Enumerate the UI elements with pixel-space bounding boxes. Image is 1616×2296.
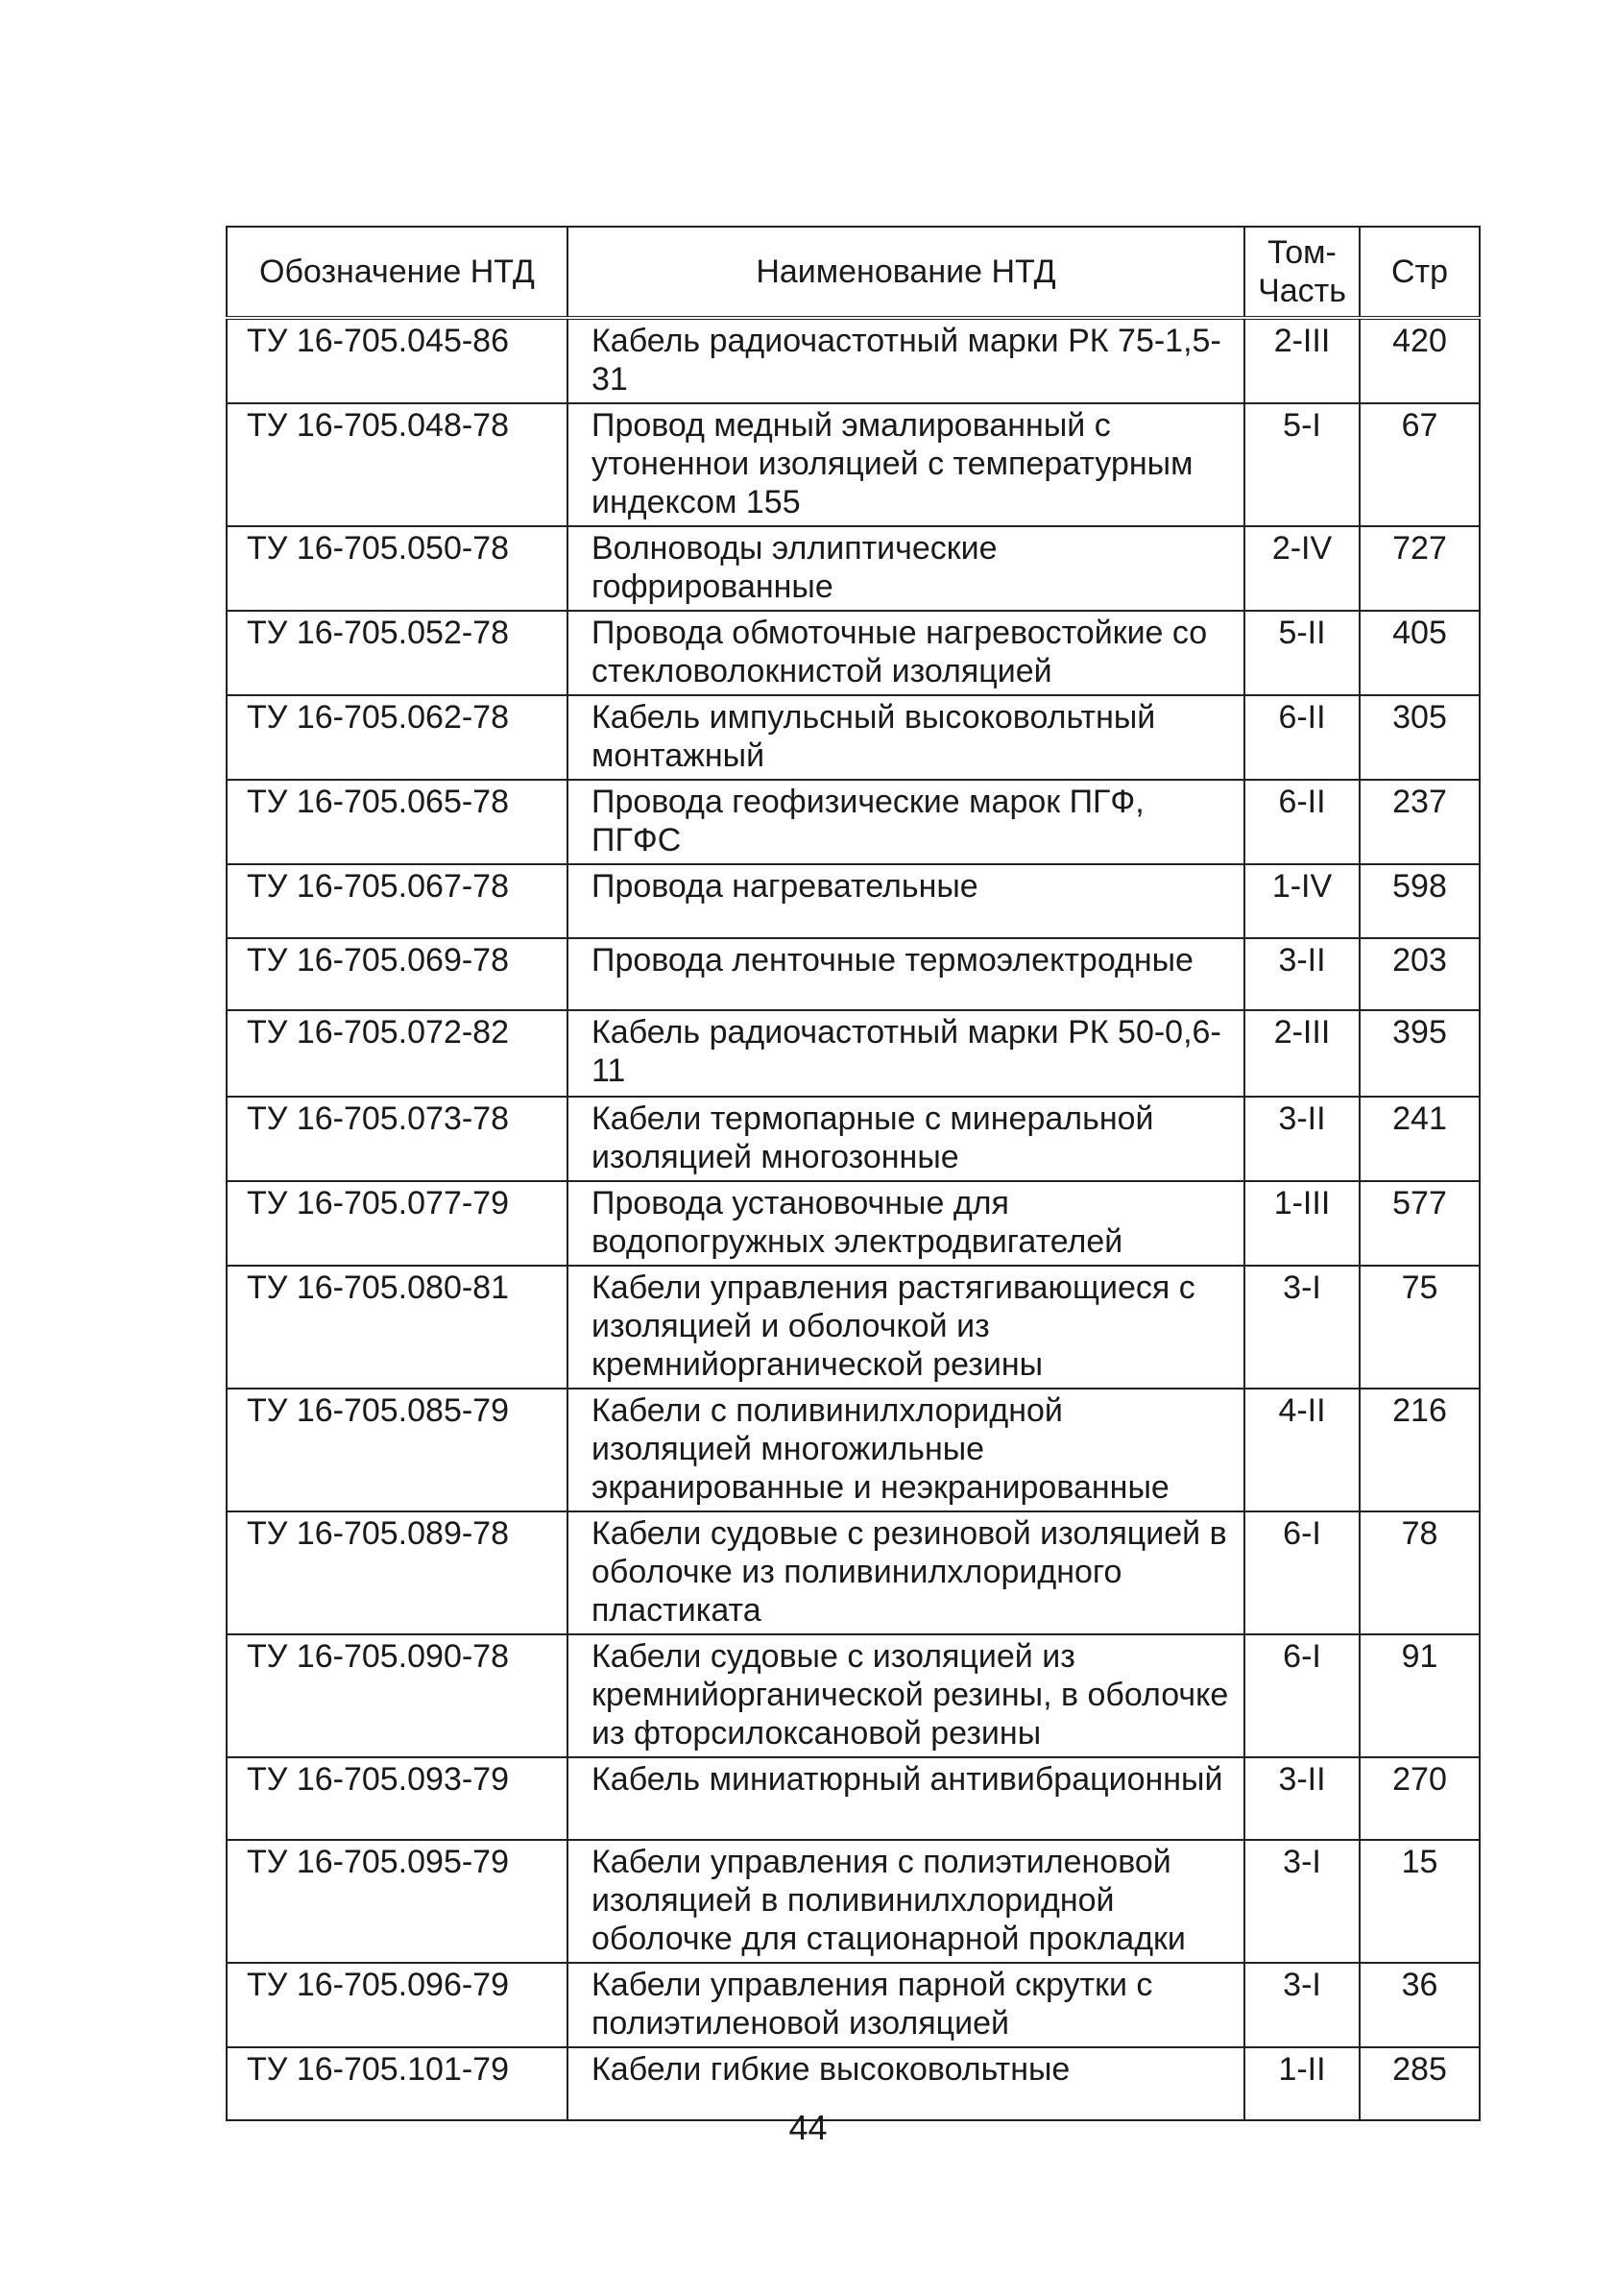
cell-code: ТУ 16-705.085-79 <box>227 1389 567 1511</box>
table-row <box>227 864 1480 938</box>
cell-page: 203 <box>1360 938 1480 1010</box>
cell-name: Кабели управления растягивающиеся с изоляцией и оболочкой из кремнийорганической резины <box>567 1266 1244 1389</box>
table-row <box>227 1181 1480 1266</box>
cell-page: 75 <box>1360 1266 1480 1389</box>
cell-name: Кабели управления с полиэтиленовой изоляцией в поливинилхлоридной оболочке для стационарной прокладки <box>567 1840 1244 1963</box>
cell-page: 241 <box>1360 1097 1480 1181</box>
cell-page: 15 <box>1360 1840 1480 1963</box>
table-row <box>227 780 1480 864</box>
cell-volume: 2-IV <box>1244 526 1360 611</box>
cell-name: Кабели гибкие высоковольтные <box>567 2047 1244 2120</box>
cell-page: 405 <box>1360 611 1480 695</box>
table-row <box>227 1840 1480 1963</box>
cell-volume: 5-II <box>1244 611 1360 695</box>
cell-page: 727 <box>1360 526 1480 611</box>
header-page: Стр <box>1360 227 1480 318</box>
cell-volume: 1-II <box>1244 2047 1360 2120</box>
page-number: 44 <box>788 2108 828 2147</box>
cell-code: ТУ 16-705.050-78 <box>227 526 567 611</box>
cell-code: ТУ 16-705.069-78 <box>227 938 567 1010</box>
cell-volume: 1-III <box>1244 1181 1360 1266</box>
cell-page: 237 <box>1360 780 1480 864</box>
header-volume-line1: Том- <box>1267 234 1337 271</box>
cell-name: Кабели управления парной скрутки с полиэтиленовой изоляцией <box>567 1963 1244 2047</box>
cell-name: Провода нагревательные <box>567 864 1244 938</box>
cell-volume: 2-III <box>1244 318 1360 403</box>
header-code: Обозначение НТД <box>227 227 567 318</box>
table-row <box>227 1010 1480 1097</box>
cell-code: ТУ 16-705.077-79 <box>227 1181 567 1266</box>
cell-code: ТУ 16-705.048-78 <box>227 403 567 526</box>
cell-code: ТУ 16-705.062-78 <box>227 695 567 780</box>
cell-volume: 6-II <box>1244 780 1360 864</box>
cell-page: 91 <box>1360 1634 1480 1757</box>
cell-code: ТУ 16-705.089-78 <box>227 1511 567 1634</box>
cell-page: 395 <box>1360 1010 1480 1097</box>
table-row <box>227 403 1480 526</box>
table-row <box>227 1634 1480 1757</box>
cell-code: ТУ 16-705.073-78 <box>227 1097 567 1181</box>
cell-volume: 6-II <box>1244 695 1360 780</box>
cell-volume: 1-IV <box>1244 864 1360 938</box>
cell-code: ТУ 16-705.065-78 <box>227 780 567 864</box>
header-name: Наименование НТД <box>567 227 1244 318</box>
cell-name: Кабели с поливинилхлоридной изоляцией многожильные экранированные и неэкранированные <box>567 1389 1244 1511</box>
cell-name: Провода ленточные термоэлектродные <box>567 938 1244 1010</box>
cell-page: 78 <box>1360 1511 1480 1634</box>
cell-page: 285 <box>1360 2047 1480 2120</box>
cell-name: Провода установочные для водопогружных электродвигателей <box>567 1181 1244 1266</box>
cell-page: 598 <box>1360 864 1480 938</box>
table-row <box>227 1963 1480 2047</box>
cell-page: 36 <box>1360 1963 1480 2047</box>
cell-code: ТУ 16-705.052-78 <box>227 611 567 695</box>
cell-page: 270 <box>1360 1757 1480 1840</box>
cell-volume: 3-II <box>1244 1757 1360 1840</box>
table-row <box>227 1389 1480 1511</box>
cell-page: 577 <box>1360 1181 1480 1266</box>
cell-code: ТУ 16-705.096-79 <box>227 1963 567 2047</box>
cell-code: ТУ 16-705.095-79 <box>227 1840 567 1963</box>
table-row <box>227 695 1480 780</box>
table-row <box>227 1757 1480 1840</box>
cell-name: Кабели судовые с изоляцией из кремнийорганической резины, в оболочке из фторсилоксановой резины <box>567 1634 1244 1757</box>
cell-volume: 3-I <box>1244 1266 1360 1389</box>
table-row <box>227 1097 1480 1181</box>
cell-name: Кабель радиочастотный марки РК 75-1,5-31 <box>567 318 1244 403</box>
cell-code: ТУ 16-705.080-81 <box>227 1266 567 1389</box>
cell-code: ТУ 16-705.072-82 <box>227 1010 567 1097</box>
cell-volume: 4-II <box>1244 1389 1360 1511</box>
cell-volume: 3-I <box>1244 1963 1360 2047</box>
cell-name: Кабель радиочастотный марки РК 50-0,6-11 <box>567 1010 1244 1097</box>
table-row <box>227 318 1480 403</box>
cell-volume: 2-III <box>1244 1010 1360 1097</box>
cell-volume: 3-I <box>1244 1840 1360 1963</box>
cell-name: Кабель миниатюрный антивибрационный <box>567 1757 1244 1840</box>
table-body <box>227 318 1480 2120</box>
cell-code: ТУ 16-705.090-78 <box>227 1634 567 1757</box>
cell-name: Волноводы эллиптические гофрированные <box>567 526 1244 611</box>
cell-page: 67 <box>1360 403 1480 526</box>
cell-volume: 6-I <box>1244 1634 1360 1757</box>
cell-name: Кабели судовые с резиновой изоляцией в оболочке из поливинилхлоридного пластиката <box>567 1511 1244 1634</box>
cell-page: 420 <box>1360 318 1480 403</box>
cell-volume: 5-I <box>1244 403 1360 526</box>
table-row <box>227 526 1480 611</box>
table-header <box>227 227 1480 318</box>
header-volume <box>1244 227 1360 318</box>
cell-volume: 3-II <box>1244 1097 1360 1181</box>
table-row <box>227 1511 1480 1634</box>
cell-page: 216 <box>1360 1389 1480 1511</box>
table-row <box>227 1266 1480 1389</box>
cell-volume: 6-I <box>1244 1511 1360 1634</box>
cell-code: ТУ 16-705.045-86 <box>227 318 567 403</box>
cell-name: Провод медный эмалированный с утоненнои изоляцией с температурным индексом 155 <box>567 403 1244 526</box>
cell-name: Провода обмоточные нагревостойкие со стекловолокнистой изоляцией <box>567 611 1244 695</box>
table-row <box>227 938 1480 1010</box>
cell-code: ТУ 16-705.067-78 <box>227 864 567 938</box>
table-row <box>227 611 1480 695</box>
cell-name: Кабели термопарные с минеральной изоляцией многозонные <box>567 1097 1244 1181</box>
cell-name: Провода геофизические марок ПГФ, ПГФС <box>567 780 1244 864</box>
cell-volume: 3-II <box>1244 938 1360 1010</box>
cell-code: ТУ 16-705.101-79 <box>227 2047 567 2120</box>
header-volume-line2: Часть <box>1258 273 1346 309</box>
cell-page: 305 <box>1360 695 1480 780</box>
ntd-table <box>226 226 1481 2121</box>
cell-name: Кабель импульсный высоковольтный монтажный <box>567 695 1244 780</box>
cell-code: ТУ 16-705.093-79 <box>227 1757 567 1840</box>
header-row <box>227 227 1480 318</box>
